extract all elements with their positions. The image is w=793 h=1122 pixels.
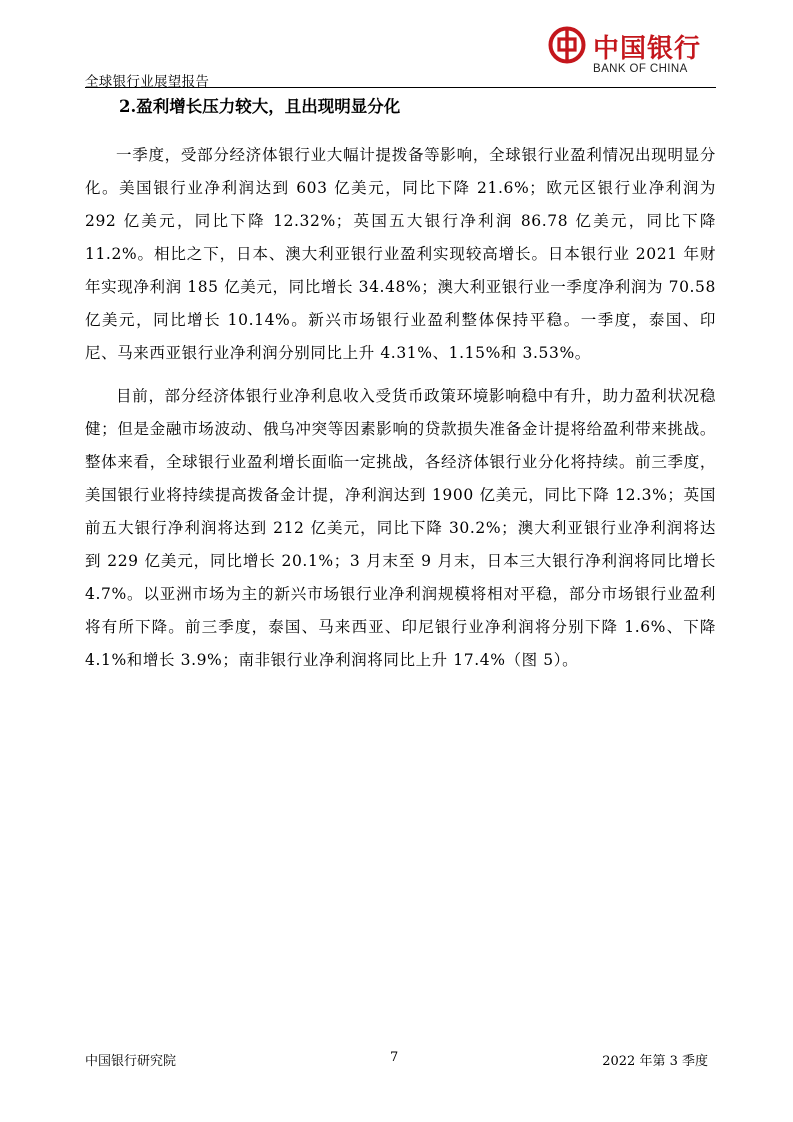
bank-of-china-logo (548, 22, 708, 82)
page-footer (85, 1050, 716, 1070)
logo-name-en: BANK OF CHINA (593, 63, 688, 75)
footer-period: 2022 年第 3 季度 (602, 1054, 708, 1069)
logo-name-cn: 中国银行 (593, 34, 702, 64)
page-content (85, 95, 716, 687)
paragraph-outlook: 目前，部分经济体银行业净利息收入受货币政策环境影响稳中有升，助力盈利状况稳健；但是金融市场波动、俄乌冲突等因素影响的贷款损失准备金计提将给盈利带来挑战。整体来看，全球银行业盈利增长面临一定挑战，各经济体银行业分化将持续。前三季度，美国银行业将持续提高拨备金计提，净利润达到 1900 亿美元，同比下降 12.3%；英国前五大银行净利润将达到 212 亿美元，同比下降 30.2%；澳大利亚银行业净利润将达到 229 亿美元，同比增长 20.1%；3 月末至 9 月末，日本三大银行净利润将同比增长 4.7%。以亚洲市场为主的新兴市场银行业净利润规模将相对平稳，部分市场银行业盈利将有所下降。前三季度，泰国、马来西亚、印尼银行业净利润将分别下降 1.6%、下降 4.1%和增长 3.9%；南非银行业净利润将同比上升 17.4%（图 5）。 (85, 387, 716, 669)
header-divider (85, 87, 716, 88)
report-title: 全球银行业展望报告 (85, 74, 210, 90)
section-title: 2.盈利增长压力较大，且出现明显分化 (119, 97, 401, 116)
paragraph-q1-profit: 一季度，受部分经济体银行业大幅计提拨备等影响，全球银行业盈利情况出现明显分化。美国银行业净利润达到 603 亿美元，同比下降 21.6%；欧元区银行业净利润为 292 亿美元，同比下降 12.32%；英国五大银行净利润 86.78 亿美元，同比下降 11.2%。相比之下，日本、澳大利亚银行业盈利实现较高增长。日本银行业 2021 年财年实现净利润 185 亿美元，同比增长 34.48%；澳大利亚银行业一季度净利润为 70.58 亿美元，同比增长 10.14%。新兴市场银行业盈利整体保持平稳。一季度，泰国、印尼、马来西亚银行业净利润分别同比上升 4.31%、1.15%和 3.53%。 (85, 146, 716, 362)
page-header (85, 22, 716, 89)
footer-organization: 中国银行研究院 (85, 1054, 177, 1069)
bank-of-china-emblem-icon (548, 26, 586, 64)
page-number: 7 (390, 1050, 399, 1065)
